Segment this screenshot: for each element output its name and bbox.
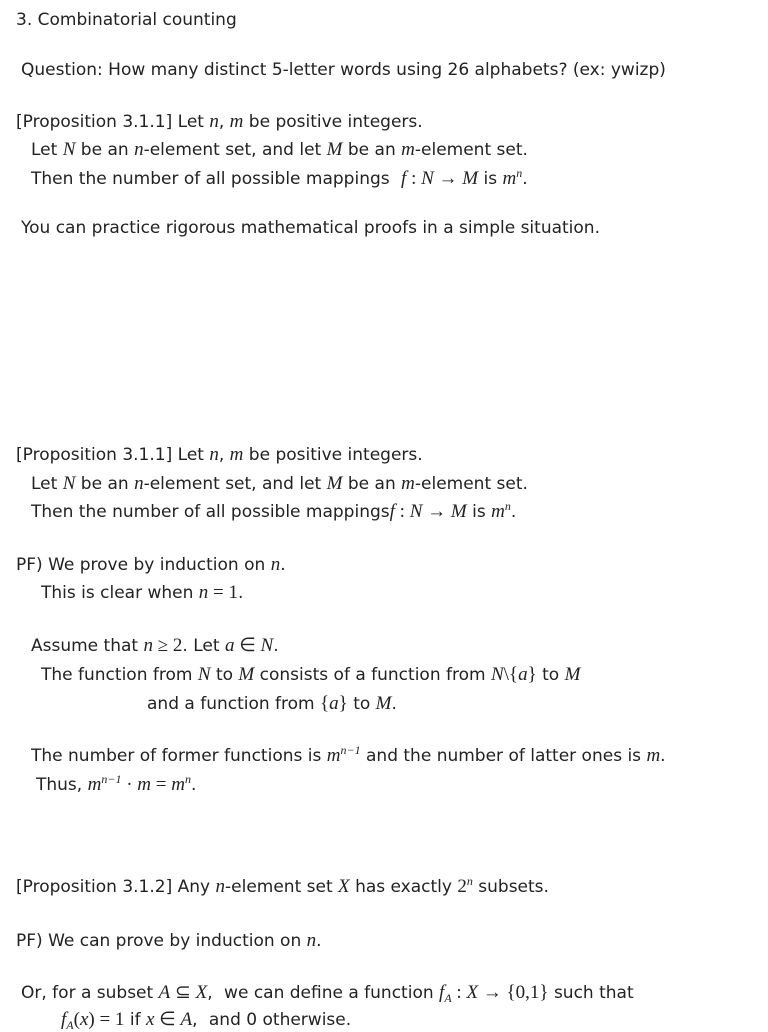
proof-conclusion: Thus, $m^{n-1} \cdot m = m^n$. <box>36 772 197 795</box>
proposition-3-1-1-conclusion: Then the number of all possible mappings f : N → M is $m^n$. <box>31 166 528 189</box>
proof-3-1-2-indicator-definition: $f_A(x) = 1$ if x ∈ A, and 0 otherwise. <box>61 1009 352 1032</box>
proposition-3-1-1-statement-repeat: [Proposition 3.1.1] Let n, m be positive integers. <box>16 444 423 465</box>
proposition-3-1-1-conclusion-repeat: Then the number of all possible mappingsf : N → M is $m^n$. <box>31 499 517 522</box>
proposition-3-1-1-sets-repeat: Let N be an n-element set, and let M be an m-element set. <box>31 473 528 494</box>
proof-3-1-2-induction: PF) We can prove by induction on n. <box>16 930 322 951</box>
proposition-3-1-2-statement: [Proposition 3.1.2] Any n-element set X has exactly 2$^n$ subsets. <box>16 874 549 897</box>
proof-base-case: This is clear when n = 1. <box>41 582 244 603</box>
question-text: Question: How many distinct 5-letter words using 26 alphabets? (ex: ywizp) <box>21 60 666 80</box>
proof-function-decomposition-cont: and a function from {a} to M. <box>147 693 397 714</box>
section-heading: 3. Combinatorial counting <box>16 10 237 30</box>
practice-note: You can practice rigorous mathematical proofs in a simple situation. <box>21 218 600 238</box>
proof-function-decomposition: The function from N to M consists of a function from N\{a} to M <box>41 664 581 685</box>
proposition-3-1-1-statement: [Proposition 3.1.1] Let n, m be positive integers. <box>16 111 423 132</box>
proof-count-functions: The number of former functions is $m^{n-1}$ and the number of latter ones is m. <box>31 743 666 766</box>
proposition-3-1-1-sets: Let N be an n-element set, and let M be an m-element set. <box>31 139 528 160</box>
proof-assumption: Assume that n ≥ 2. Let a ∈ N. <box>31 635 279 656</box>
proof-induction-intro: PF) We prove by induction on n. <box>16 554 286 575</box>
proof-3-1-2-alternative: Or, for a subset A ⊆ X, we can define a function $f_A$ : X → {0,1} such that <box>21 982 634 1005</box>
